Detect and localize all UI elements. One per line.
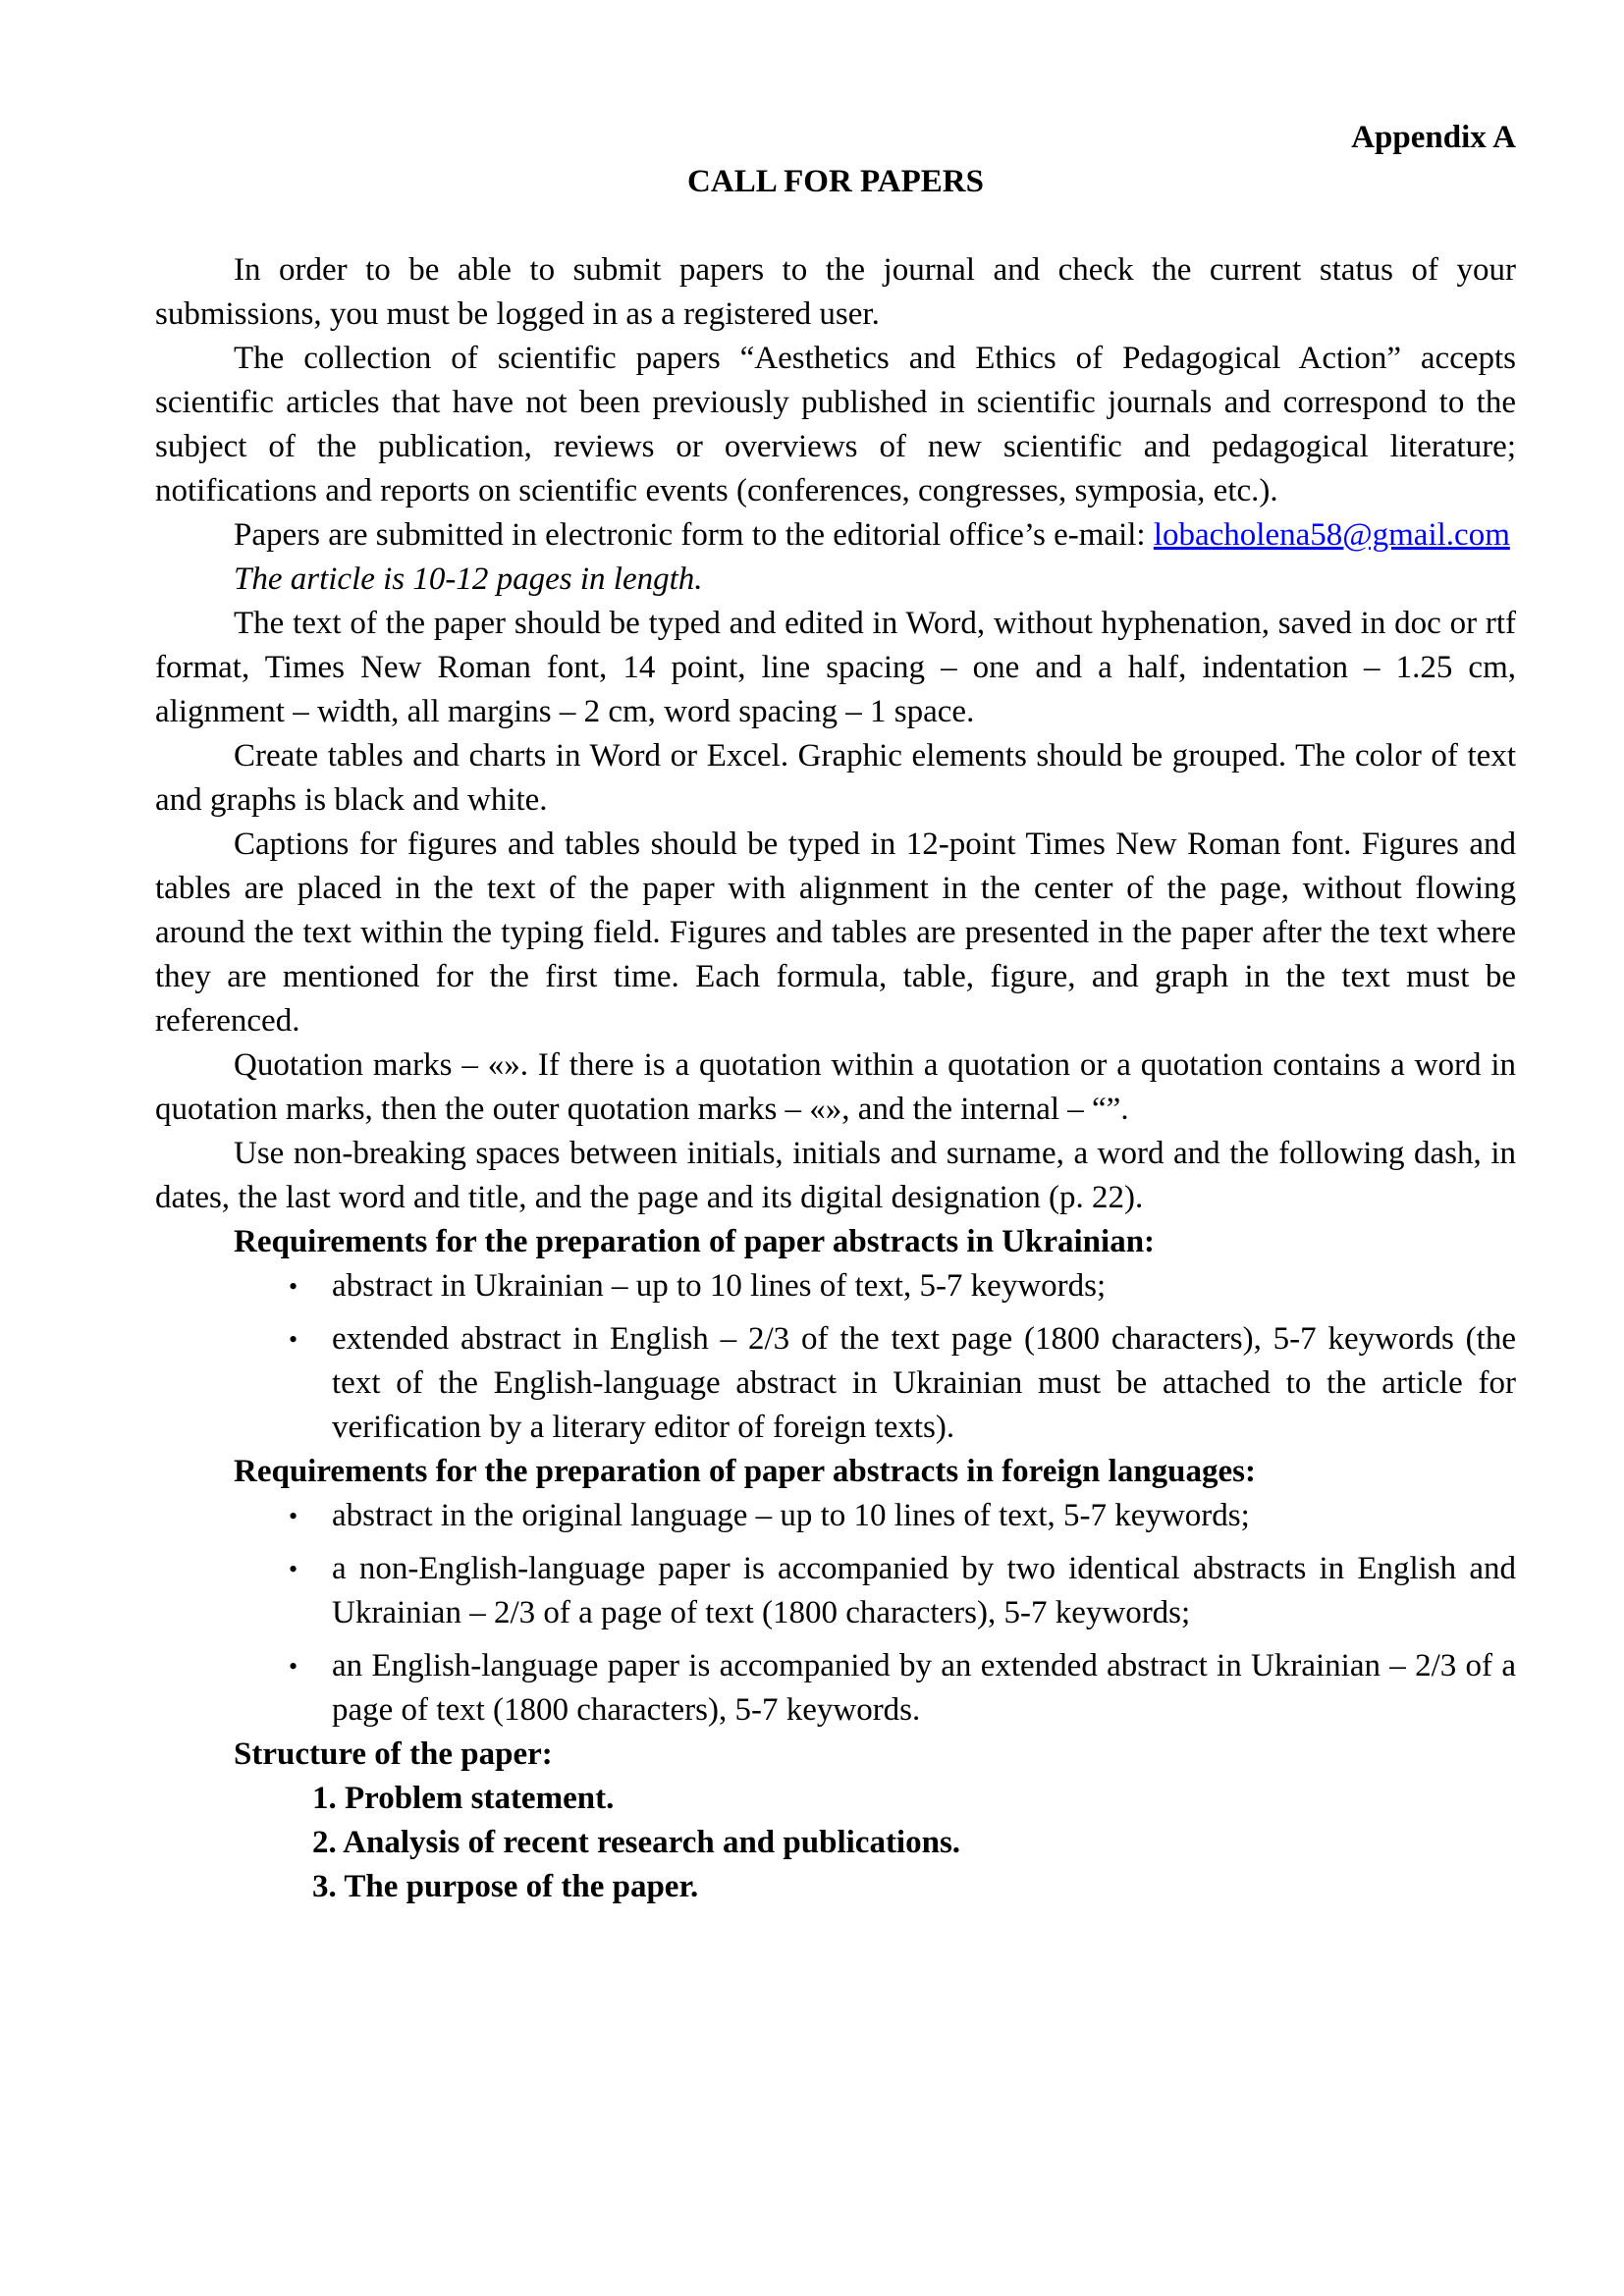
list-item-text: abstract in the original language – up to 10 lines of text, 5-7 keywords; [332,1498,1250,1533]
page-title: CALL FOR PAPERS [687,164,984,199]
list-item [289,1264,1516,1308]
paragraph-login: In order to be able to submit papers to the journal and check the current status of your submissions, you must be logged in as a registered user. [155,252,1516,332]
structure-heading: Structure of the paper: [234,1736,553,1772]
paragraph-tables: Create tables and charts in Word or Excel. Graphic elements should be grouped. The color of text and graphs is black and white. [155,738,1516,818]
list-item [289,1547,1516,1635]
paragraph-quotation: Quotation marks – «». If there is a quotation within a quotation or a quotation contains a word in quotation marks, then the outer quotation marks – «», and the internal – “”. [155,1047,1516,1127]
submission-text: Papers are submitted in electronic form to the editorial office’s e-mail: [234,517,1146,553]
list-item [289,1317,1516,1450]
list-item-text: abstract in Ukrainian – up to 10 lines of text, 5-7 keywords; [332,1268,1107,1304]
email-link[interactable]: lobacholena58@gmail.com [1153,517,1510,553]
paragraph-collection: The collection of scientific papers “Aesthetics and Ethics of Pedagogical Action” accepts scientific articles that have not been previously published in scientific journals and correspond to the subject of the publication, reviews or overviews of new scientific and pedagogical literature; notifications and reports on scientific events (conferences, congresses, symposia, etc.). [155,341,1516,508]
structure-item-analysis: 2. Analysis of recent research and publications. [312,1825,961,1860]
bullet-icon: • [289,1555,298,1583]
list-item [289,1644,1516,1733]
bullet-icon: • [289,1272,298,1301]
bullet-icon: • [289,1325,298,1354]
structure-item-problem-statement: 1. Problem statement. [312,1781,615,1816]
foreign-abstracts-list [155,1494,1516,1733]
bullet-icon: • [289,1502,298,1530]
document-page [155,116,1516,1909]
structure-item-purpose: 3. The purpose of the paper. [312,1869,699,1904]
ukrainian-abstracts-list [155,1264,1516,1450]
structure-list [155,1777,1516,1909]
appendix-label: Appendix A [1351,120,1516,155]
ukrainian-abstracts-heading: Requirements for the preparation of paper abstracts in Ukrainian: [234,1224,1156,1259]
list-item [289,1494,1516,1538]
list-item-text: extended abstract in English – 2/3 of the text page (1800 characters), 5-7 keywords (the text of the English-language abstract in Ukrainian must be attached to the article for verification by a literary editor of foreign texts). [332,1321,1516,1445]
list-item-text: an English-language paper is accompanied by an extended abstract in Ukrainian – 2/3 of a page of text (1800 characters), 5-7 keywords. [332,1648,1516,1728]
foreign-abstracts-heading: Requirements for the preparation of paper abstracts in foreign languages: [234,1454,1256,1489]
paragraph-submission [155,513,1516,558]
bullet-icon: • [289,1652,298,1681]
paragraph-length: The article is 10-12 pages in length. [234,561,703,597]
paragraph-formatting: The text of the paper should be typed and edited in Word, without hyphenation, saved in doc or rtf format, Times New Roman font, 14 point, line spacing – one and a half, indentation – 1.25 cm, alignment – width, all margins – 2 cm, word spacing – 1 space. [155,606,1516,729]
paragraph-nbsp: Use non-breaking spaces between initials, initials and surname, a word and the following dash, in dates, the last word and title, and the page and its digital designation (p. 22). [155,1136,1516,1215]
list-item-text: a non-English-language paper is accompanied by two identical abstracts in English and Ukrainian – 2/3 of a page of text (1800 characters), 5-7 keywords; [332,1551,1516,1630]
paragraph-captions: Captions for figures and tables should be typed in 12-point Times New Roman font. Figures and tables are placed in the text of the paper with alignment in the center of the page, without flowing around the text within the typing field. Figures and tables are presented in the paper after the text where they are mentioned for the first time. Each formula, table, figure, and graph in the text must be referenced. [155,827,1516,1039]
